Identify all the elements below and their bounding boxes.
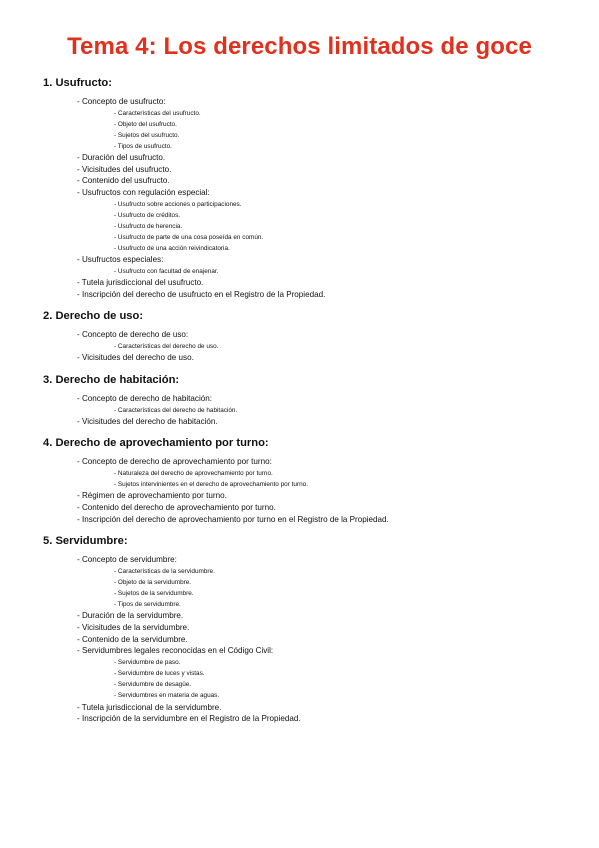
section-2 <box>43 309 583 363</box>
section-heading: 5. Servidumbre: <box>43 535 128 548</box>
list-item: - Contenido del usufructo. <box>77 176 170 186</box>
sub-list-item: - Usufructo de créditos. <box>114 211 181 219</box>
sub-list-item: - Usufructo sobre acciones o participaciones. <box>114 200 242 208</box>
sub-list-item: - Tipos de usufructo. <box>114 142 172 150</box>
sub-list-item: - Sujetos del usufructo. <box>114 131 180 139</box>
section-heading: 3. Derecho de habitación: <box>43 373 180 386</box>
list-item: - Vicisitudes del derecho de uso. <box>77 353 194 363</box>
list-item: - Inscripción del derecho de usufructo en el Registro de la Propiedad. <box>77 289 326 299</box>
list-item: - Usufructos con regulación especial: <box>77 188 210 198</box>
list-item: - Concepto de usufructo: <box>77 97 166 106</box>
section-item-list <box>43 456 583 525</box>
sub-list-item: - Usufructo de herencia. <box>114 223 183 230</box>
list-item: - Duración del usufructo. <box>77 153 166 163</box>
section-item-list <box>43 96 583 300</box>
section-item-list <box>43 393 583 427</box>
sub-list-item: - Sujetos intervinientes en el derecho de aprovechamiento por turno. <box>114 481 308 489</box>
list-item: - Concepto de derecho de habitación: <box>77 393 212 403</box>
section-heading: 2. Derecho de uso: <box>43 310 144 323</box>
sub-list-item: - Tipos de servidumbre. <box>114 601 181 609</box>
list-item: - Contenido de la servidumbre. <box>77 634 188 644</box>
sub-list-item: - Servidumbres en materia de aguas. <box>114 692 220 700</box>
sub-list-item: - Servidumbre de desagüe. <box>114 681 192 689</box>
document-body <box>43 76 583 734</box>
sub-list-item: - Usufructo de una acción reivindicatoria. <box>114 245 230 253</box>
list-item: - Tutela jurisdiccional del usufructo. <box>77 278 204 288</box>
sub-list-item: - Objeto del usufructo. <box>114 120 177 128</box>
sub-list-item: - Naturaleza del derecho de aprovechamiento por turno. <box>114 470 273 478</box>
list-item: - Concepto de derecho de uso: <box>77 330 189 340</box>
list-item: - Inscripción del derecho de aprovechamiento por turno en el Registro de la Propiedad. <box>77 514 389 524</box>
section-3 <box>43 373 583 427</box>
sub-list-item: - Sujetos de la servidumbre. <box>114 590 194 598</box>
section-4 <box>43 436 583 525</box>
sub-list-item: - Objeto de la servidumbre. <box>114 579 192 587</box>
sub-list-item: - Servidumbre de paso. <box>114 659 181 667</box>
sub-list-item: - Características de la servidumbre. <box>114 568 215 575</box>
section-item-list <box>43 329 583 363</box>
section-heading: 4. Derecho de aprovechamiento por turno: <box>43 437 269 450</box>
list-item: - Inscripción de la servidumbre en el Registro de la Propiedad. <box>77 714 301 724</box>
page-title: Tema 4: Los derechos limitados de goce <box>67 33 532 60</box>
section-1 <box>43 76 583 300</box>
sub-list-item: - Características del derecho de habitación. <box>114 406 238 414</box>
list-item: - Vicisitudes del derecho de habitación. <box>77 416 218 426</box>
section-5 <box>43 534 583 725</box>
list-item: - Tutela jurisdiccional de la servidumbre. <box>77 702 222 712</box>
list-item: - Servidumbres legales reconocidas en el Código Civil: <box>77 646 274 656</box>
list-item: - Contenido del derecho de aprovechamiento por turno. <box>77 502 276 512</box>
sub-list-item: - Características del usufructo. <box>114 109 201 117</box>
sub-list-item: - Usufructo con facultad de enajenar. <box>114 267 219 275</box>
sub-list-item: - Usufructo de parte de una cosa poseída en común. <box>114 234 264 242</box>
list-item: - Usufructos especiales: <box>77 255 164 265</box>
section-item-list <box>43 554 583 725</box>
list-item: - Régimen de aprovechamiento por turno. <box>77 491 227 501</box>
list-item: - Concepto de servidumbre: <box>77 555 177 565</box>
sub-list-item: - Servidumbre de luces y vistas. <box>114 670 205 678</box>
sub-list-item: - Características del derecho de uso. <box>114 343 219 351</box>
list-item: - Vicisitudes de la servidumbre. <box>77 623 190 633</box>
list-item: - Concepto de derecho de aprovechamiento por turno: <box>77 457 272 467</box>
list-item: - Duración de la servidumbre. <box>77 611 184 621</box>
list-item: - Vicisitudes del usufructo. <box>77 164 172 174</box>
section-heading: 1. Usufructo: <box>43 77 112 89</box>
